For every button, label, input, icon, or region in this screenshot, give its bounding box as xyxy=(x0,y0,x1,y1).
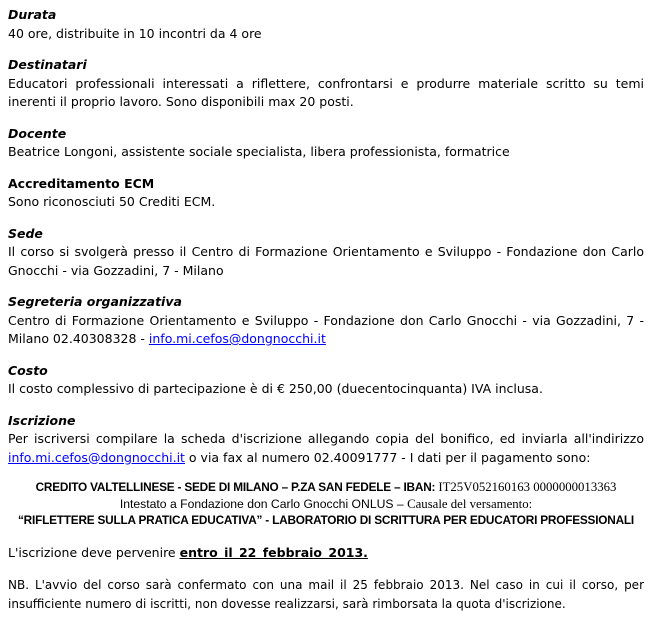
deadline-text-before: L'iscrizione deve pervenire xyxy=(8,544,180,560)
segreteria-email-link[interactable]: info.mi.cefos@dongnocchi.it xyxy=(148,331,326,346)
accreditamento-body: Sono riconosciuti 50 Crediti ECM. xyxy=(8,194,216,209)
costo-body: Il costo complessivo di partecipazione è di € 250,00 (duecentocinquanta) IVA inclusa. xyxy=(8,381,543,396)
accreditamento-heading: Accreditamento ECM xyxy=(8,175,155,191)
payment-line-2 xyxy=(8,496,644,513)
bank-name-and-iban-label: CREDITO VALTELLINESE - SEDE DI MILANO – P.ZA SAN FEDELE – IBAN: xyxy=(35,480,439,494)
account-holder: Intestato a Fondazione don Carlo Gnocchi ONLUS – xyxy=(119,496,408,511)
section-iscrizione xyxy=(8,412,644,468)
section-durata xyxy=(8,6,644,43)
costo-heading: Costo xyxy=(8,362,48,378)
destinatari-body: Educatori professionali interessati a riflettere, confrontarsi e produrre materiale scritto su temi inerenti il proprio lavoro. Sono disponibili max 20 posti. xyxy=(8,75,644,109)
durata-body: 40 ore, distribuite in 10 incontri da 4 ore xyxy=(8,25,262,41)
iscrizione-body xyxy=(8,430,644,467)
section-destinatari xyxy=(8,56,644,112)
destinatari-heading: Destinatari xyxy=(8,57,87,72)
deadline-date: entro il 22 febbraio 2013. xyxy=(179,544,368,560)
iscrizione-email-link[interactable]: info.mi.cefos@dongnocchi.it xyxy=(8,449,185,465)
course-subtitle: LABORATORIO DI SCRITTURA PER EDUCATORI PROFESSIONALI xyxy=(272,513,634,527)
course-title-quoted: “RIFLETTERE SULLA PRATICA EDUCATIVA” xyxy=(17,513,263,527)
payment-line-1 xyxy=(8,479,644,496)
docente-body: Beatrice Longoni, assistente sociale specialista, libera professionista, formatrice xyxy=(8,144,510,159)
segreteria-heading: Segreteria organizzativa xyxy=(8,294,182,309)
iscrizione-heading: Iscrizione xyxy=(8,412,76,428)
deadline-line xyxy=(8,544,644,563)
durata-heading: Durata xyxy=(8,7,57,22)
section-segreteria xyxy=(8,293,644,349)
payment-line-3 xyxy=(8,512,644,529)
segreteria-body xyxy=(8,312,644,349)
segreteria-text: Centro di Formazione Orientamento e Sviluppo - Fondazione don Carlo Gnocchi - via Gozzadini, 7 - Milano 02.40308328 - xyxy=(8,312,644,346)
separator-dash: - xyxy=(262,513,273,527)
section-costo xyxy=(8,362,644,399)
section-sede xyxy=(8,225,644,281)
nb-note: NB. L'avvio del corso sarà confermato con una mail il 25 febbraio 2013. Nel caso in cui il corso, per insufficiente numero di iscritti, non dovesse realizzarsi, sarà rimborsata la quota d'iscrizione. xyxy=(8,578,644,611)
iban-number: IT25V052160163 0000000013363 xyxy=(438,480,617,494)
payment-details-block xyxy=(8,479,644,529)
sede-body: Il corso si svolgerà presso il Centro di Formazione Orientamento e Sviluppo - Fondazione don Carlo Gnocchi - via Gozzadini, 7 - Milano xyxy=(8,244,644,278)
sede-heading: Sede xyxy=(8,225,43,241)
iscrizione-text-before: Per iscriversi compilare la scheda d'iscrizione allegando copia del bonifico, ed inviarla all'indirizzo xyxy=(8,431,644,446)
causale-label: Causale del versamento: xyxy=(407,496,533,511)
iscrizione-text-after: o via fax al numero 02.40091777 - I dati per il pagamento sono: xyxy=(184,449,591,465)
section-accreditamento-ecm xyxy=(8,175,644,212)
docente-heading: Docente xyxy=(8,125,67,141)
section-docente xyxy=(8,125,644,162)
